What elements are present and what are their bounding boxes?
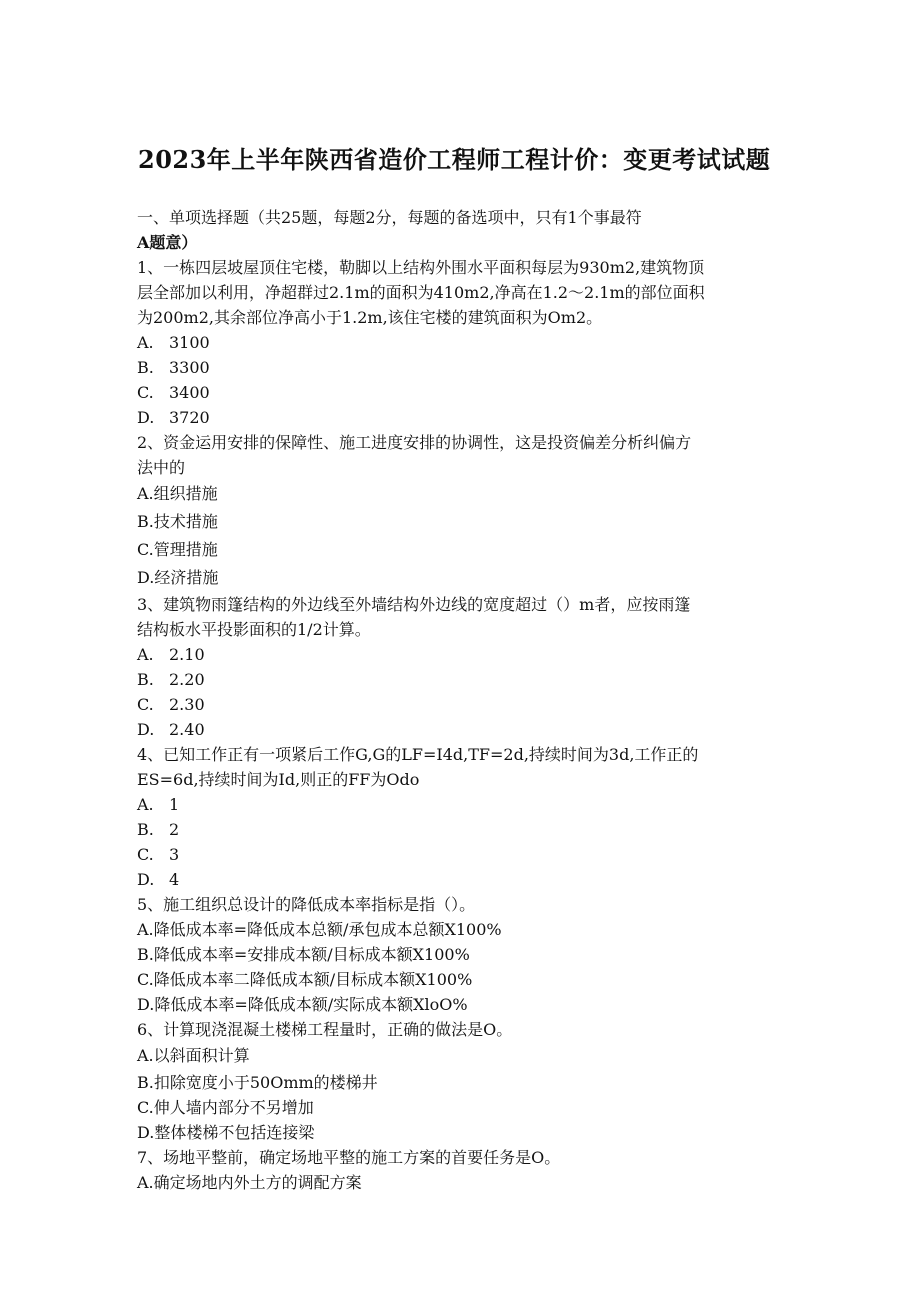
option-c: C.管理措施 [137,540,218,559]
question-text-line: 4、已知工作正有一项紧后工作G,G的LF=I4d,TF=2d,持续时间为3d,工作正的 [137,745,699,764]
question-text-line: 6、计算现浇混凝土楼梯工程量时，正确的做法是O。 [137,1020,513,1039]
option-b: B. 2.20 [137,670,205,689]
question-text-line: 3、建筑物雨篷结构的外边线至外墙结构外边线的宽度超过（）m者，应按雨篷 [137,595,691,614]
option-a: A.确定场地内外土方的调配方案 [137,1173,362,1192]
question-2 [137,430,797,592]
option-d: D.经济措施 [137,568,219,587]
option-c: C. 3400 [137,383,210,402]
option-a: A. 3100 [137,333,210,352]
document-title: 2023年上半年陕西省造价工程师工程计价：变更考试试题 [138,145,771,174]
option-d: D. 3720 [137,408,210,427]
option-a: A. 1 [137,795,180,814]
document-body [137,205,797,1195]
question-text-line: 1、一栋四层坡屋顶住宅楼，勒脚以上结构外围水平面积每层为930m2,建筑物顶 [137,258,705,277]
question-text-line: ES=6d,持续时间为Id,则正的FF为Odo [137,770,420,789]
section-heading-line-1: 一、单项选择题（共25题，每题2分，每题的备选项中，只有1个事最符 [137,208,642,227]
question-text-line: 为200m2,其余部位净高小于1.2m,该住宅楼的建筑面积为Om2。 [137,308,603,327]
option-b: B. 2 [137,820,180,839]
section-heading-line-2: A题意） [137,233,198,252]
option-c: C. 2.30 [137,695,205,714]
option-a: A.组织措施 [137,484,218,503]
option-b: B.降低成本率=安排成本额/目标成本额X100% [137,945,470,964]
question-text-line: 层全部加以利用，净超群过2.1m的面积为410m2,净高在1.2～2.1m的部位面积 [137,283,705,302]
option-b: B. 3300 [137,358,210,377]
option-a: A.以斜面积计算 [137,1046,250,1065]
question-text-line: 7、场地平整前，确定场地平整的施工方案的首要任务是O。 [137,1148,561,1167]
question-4 [137,742,797,892]
question-5 [137,892,797,1017]
question-text-line: 结构板水平投影面积的1/2计算。 [137,620,371,639]
option-b: B.扣除宽度小于50Omm的楼梯井 [137,1073,378,1092]
option-a: A.降低成本率=降低成本总额/承包成本总额X100% [137,920,502,939]
question-3 [137,592,797,742]
question-text-line: 5、施工组织总设计的降低成本率指标是指（）。 [137,895,476,914]
option-b: B.技术措施 [137,512,218,531]
option-d: D. 2.40 [137,720,205,739]
option-d: D.降低成本率=降低成本额/实际成本额XloO% [137,995,468,1014]
option-c: C. 3 [137,845,180,864]
option-a: A. 2.10 [137,645,205,664]
question-text-line: 法中的 [137,458,186,477]
question-7 [137,1145,797,1195]
option-d: D. 4 [137,870,180,889]
option-c: C.降低成本率二降低成本额/目标成本额X100% [137,970,473,989]
question-text-line: 2、资金运用安排的保障性、施工进度安排的协调性，这是投资偏差分析纠偏方 [137,433,692,452]
option-c: C.伸人墙内部分不另增加 [137,1098,314,1117]
option-d: D.整体楼梯不包括连接梁 [137,1123,315,1142]
question-6 [137,1017,797,1145]
question-1 [137,255,797,430]
